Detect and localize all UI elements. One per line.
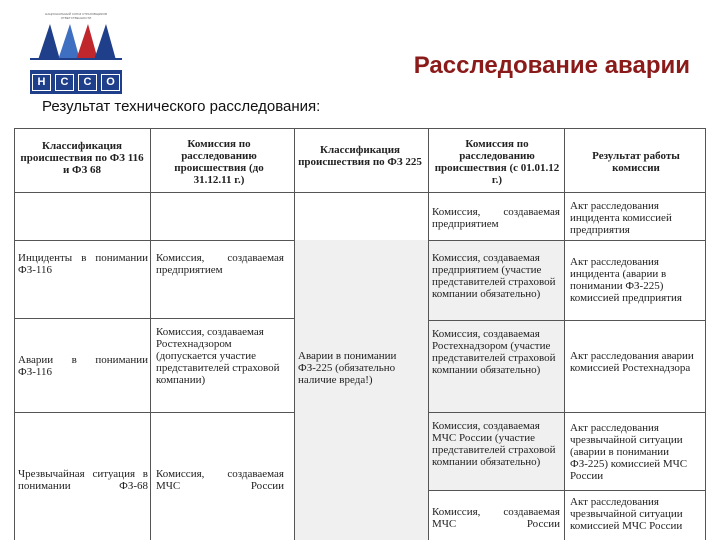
col2-row1: Комиссия, создаваемая предприятием <box>156 252 284 276</box>
shade-col3 <box>294 240 428 540</box>
grid-line <box>150 240 294 241</box>
logo-emblem-icon <box>30 20 122 60</box>
investigation-table <box>14 128 706 540</box>
grid-line <box>14 128 15 540</box>
col5-row3: Акт расследования аварии комиссией Ростехнадзора <box>570 350 694 374</box>
col4-row2: Комиссия, создаваемая предприятием (участие представителей страховой компании обязательно) <box>432 252 556 300</box>
col2-row3: Комиссия, создаваемая МЧС России <box>156 468 284 492</box>
col4-row1: Комиссия, создаваемая предприятием <box>432 206 560 230</box>
col5-row2: Акт расследования инцидента (аварии в понимании ФЗ-225) комиссией предприятия <box>570 256 682 304</box>
header-col1: Классификация происшествия по ФЗ 116 и ФЗ 68 <box>20 140 144 176</box>
grid-line <box>428 490 706 491</box>
col1-row2: Аварии в понимании ФЗ-116 <box>18 354 148 378</box>
col4-row5: Комиссия, создаваемая МЧС России <box>432 506 560 530</box>
logo-letter: О <box>101 74 120 91</box>
grid-line <box>428 128 429 540</box>
col5-row4: Акт расследования чрезвычайной ситуации (аварии в понимании ФЗ-225) комиссией МЧС России <box>570 422 688 482</box>
grid-line <box>14 412 294 413</box>
grid-line <box>150 128 151 540</box>
page-subtitle: Результат технического расследования: <box>42 98 321 115</box>
header-col3: Классификация происшествия по ФЗ 225 <box>298 144 422 168</box>
grid-line <box>428 320 706 321</box>
grid-line <box>14 192 706 193</box>
grid-line <box>14 318 294 319</box>
grid-line <box>294 128 295 540</box>
header-col2: Комиссия по расследованию происшествия (до 31.12.11 г.) <box>174 138 264 186</box>
col3-row1: Аварии в понимании ФЗ-225 (обязательно наличие вреда!) <box>298 350 397 386</box>
col5-row5: Акт расследования чрезвычайной ситуации комиссией МЧС России <box>570 496 683 532</box>
logo-letter: С <box>55 74 74 91</box>
col1-row1: Инциденты в понимании ФЗ-116 <box>18 252 148 276</box>
grid-line <box>14 240 150 241</box>
logo-tagline: НАЦИОНАЛЬНЫЙ СОЮЗ СТРАХОВЩИКОВ ОТВЕТСТВЕННОСТИ <box>45 12 107 20</box>
col2-row2: Комиссия, создаваемая Ростехнадзором (допускается участие представителей страховой компании) <box>156 326 280 386</box>
nsso-logo <box>30 12 122 88</box>
grid-line <box>428 412 706 413</box>
col4-row4: Комиссия, создаваемая МЧС России (участие представителей страховой компании обязательно) <box>432 420 556 468</box>
grid-line <box>564 128 565 540</box>
col1-row3: Чрезвычайная ситуация в понимании ФЗ-68 <box>18 468 148 492</box>
col5-row1: Акт расследования инцидента комиссией предприятия <box>570 200 672 236</box>
page-title: Расследование аварии <box>413 52 690 79</box>
grid-line <box>428 240 706 241</box>
grid-line <box>14 128 706 129</box>
logo-letters <box>30 70 122 94</box>
col4-row3: Комиссия, создаваемая Ростехнадзором (участие представителей страховой компании обязательно) <box>432 328 556 376</box>
logo-letter: Н <box>32 74 51 91</box>
logo-letter: С <box>78 74 97 91</box>
header-col4: Комиссия по расследованию происшествия (с 01.01.12 г.) <box>434 138 560 186</box>
grid-line <box>705 128 706 540</box>
header-col5: Результат работы комиссии <box>592 150 680 174</box>
